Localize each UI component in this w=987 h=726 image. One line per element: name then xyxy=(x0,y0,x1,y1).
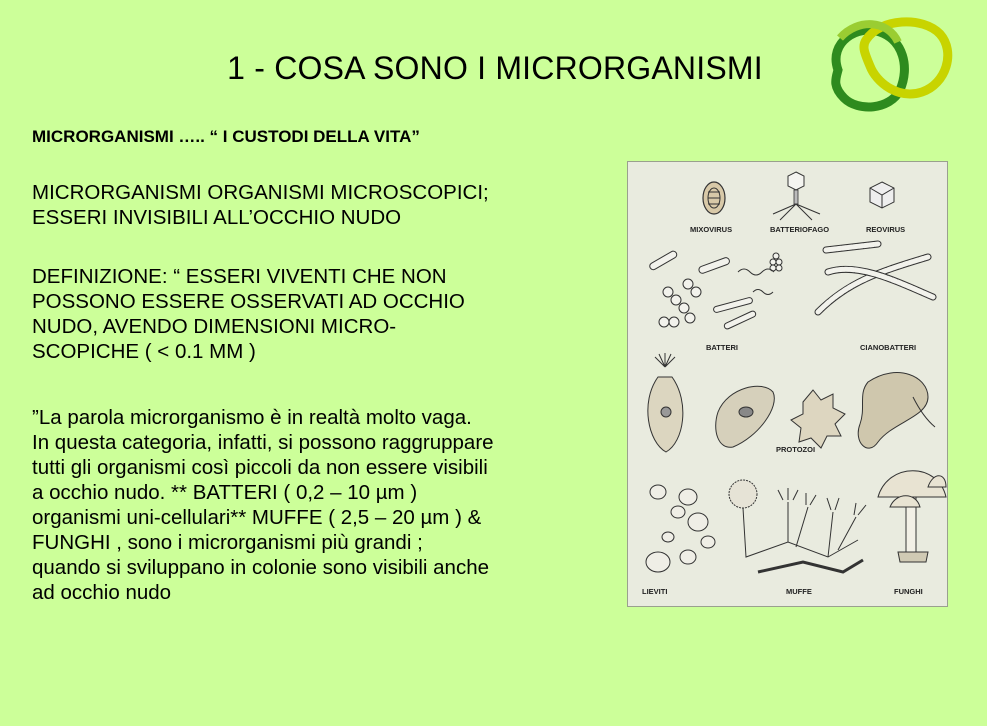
text-line: a occhio nudo. ** BATTERI ( 0,2 – 10 µm ) xyxy=(32,481,418,504)
text-line: SCOPICHE ( < 0.1 MM ) xyxy=(32,340,256,363)
text-line: MICRORGANISMI ORGANISMI MICROSCOPICI; xyxy=(32,181,489,204)
text-line: quando si sviluppano in colonie sono visibili anche xyxy=(32,556,489,579)
paragraph-definizione xyxy=(32,264,602,364)
paragraph-descrizione xyxy=(32,405,602,605)
label-batteri: BATTERI xyxy=(706,343,738,352)
label-reovirus: REOVIRUS xyxy=(866,225,906,234)
interlocking-rings-logo-icon xyxy=(818,12,958,114)
text-line: tutti gli organismi così piccoli da non essere visibili xyxy=(32,456,488,479)
label-funghi: FUNGHI xyxy=(894,587,923,596)
text-line: organismi uni-cellulari** MUFFE ( 2,5 – 20 µm ) & xyxy=(32,506,482,529)
mixovirus-drawing-icon xyxy=(703,182,725,214)
cianobatteri-drawing-icon xyxy=(818,244,933,312)
text-line: ad occhio nudo xyxy=(32,581,172,604)
protozoi-drawing-icon xyxy=(648,353,935,452)
text-line: In questa categoria, infatti, si possono raggruppare xyxy=(32,431,494,454)
label-batteriofago: BATTERIOFAGO xyxy=(770,225,830,234)
text-line: FUNGHI , sono i microrganismi più grandi ; xyxy=(32,531,423,554)
lieviti-drawing-icon xyxy=(646,485,715,572)
reovirus-drawing-icon xyxy=(870,182,894,208)
text-line: NUDO, AVENDO DIMENSIONI MICRO- xyxy=(32,315,397,338)
label-protozoi: PROTOZOI xyxy=(776,445,816,454)
text-line: ESSERI INVISIBILI ALL’OCCHIO NUDO xyxy=(32,206,402,229)
funghi-drawing-icon xyxy=(878,471,946,562)
paragraph-microrganismi xyxy=(32,180,602,230)
slide-subtitle: MICRORGANISMI ….. “ I CUSTODI DELLA VITA” xyxy=(32,127,420,146)
text-line: ”La parola microrganismo è in realtà molto vaga. xyxy=(32,406,472,429)
muffe-drawing-icon xyxy=(729,480,866,572)
text-line: POSSONO ESSERE OSSERVATI AD OCCHIO xyxy=(32,290,465,313)
label-muffe: MUFFE xyxy=(786,587,812,596)
microorganisms-illustration xyxy=(627,161,948,607)
text-line: DEFINIZIONE: “ ESSERI VIVENTI CHE NON xyxy=(32,265,447,288)
batteri-drawing-icon xyxy=(649,250,782,330)
batteriofago-drawing-icon xyxy=(773,172,820,220)
label-cianobatteri: CIANOBATTERI xyxy=(860,343,917,352)
slide-title: 1 - COSA SONO I MICRORGANISMI xyxy=(227,50,763,86)
label-lieviti: LIEVITI xyxy=(642,587,668,596)
label-mixovirus: MIXOVIRUS xyxy=(690,225,733,234)
